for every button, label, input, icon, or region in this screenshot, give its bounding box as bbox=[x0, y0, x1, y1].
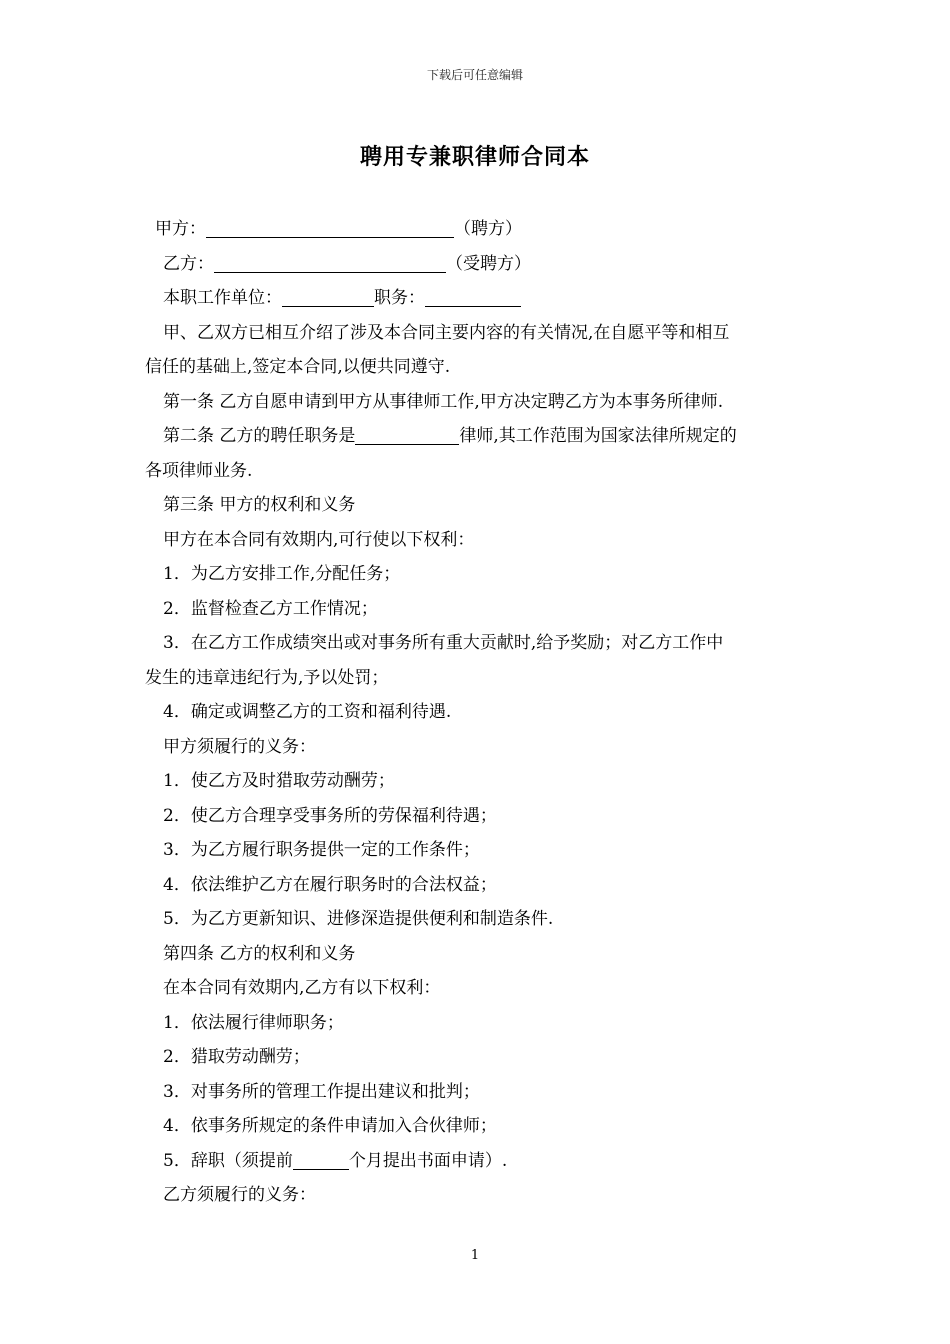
party-a-label: 甲方： bbox=[155, 219, 206, 239]
list-item: 3．为乙方履行职务提供一定的工作条件； bbox=[163, 840, 480, 860]
party-b-label: 乙方： bbox=[163, 253, 214, 274]
list-item: 2．使乙方合理享受事务所的劳保福利待遇； bbox=[163, 805, 497, 826]
article-4-heading: 第四条 乙方的权利和义务 bbox=[163, 943, 356, 964]
article-2-pre: 第二条 乙方的聘任职务是 bbox=[163, 426, 356, 446]
article-4-rights-intro: 在本合同有效期内,乙方有以下权利： bbox=[163, 978, 441, 998]
intro-line-1: 甲、乙双方已相互介绍了涉及本合同主要内容的有关情况,在自愿平等和相互 bbox=[163, 322, 730, 343]
list-item: 1．为乙方安排工作,分配任务； bbox=[163, 564, 401, 584]
list-item: 1．使乙方及时猎取劳动酬劳； bbox=[163, 771, 395, 791]
article-3-heading: 第三条 甲方的权利和义务 bbox=[163, 495, 356, 515]
list-item: 2．监督检查乙方工作情况； bbox=[163, 598, 378, 619]
document-title: 聘用专兼职律师合同本 bbox=[359, 144, 590, 170]
article-3-rights-intro: 甲方在本合同有效期内,可行使以下权利： bbox=[163, 529, 475, 550]
intro-line-2: 信任的基础上,签定本合同,以便共同遵守. bbox=[145, 357, 451, 377]
position-blank[interactable] bbox=[425, 286, 521, 307]
list-item: 3．对事务所的管理工作提出建议和批判； bbox=[163, 1081, 480, 1102]
party-b-suffix: （受聘方） bbox=[446, 253, 531, 274]
resign-post: 个月提出书面申请）. bbox=[348, 1150, 508, 1171]
list-item: 4．依法维护乙方在履行职务时的合法权益； bbox=[163, 874, 497, 895]
party-b-blank[interactable] bbox=[214, 252, 446, 273]
party-a-suffix: （聘方） bbox=[454, 219, 522, 239]
resign-pre: 5．辞职（须提前 bbox=[163, 1150, 293, 1171]
list-item: 4．确定或调整乙方的工资和福利待遇. bbox=[163, 702, 452, 722]
page-number: 1 bbox=[470, 1248, 480, 1263]
resign-months-blank[interactable] bbox=[293, 1149, 349, 1170]
article-2-post: 律师,其工作范围为国家法律所规定的 bbox=[459, 426, 737, 446]
party-a-line bbox=[145, 212, 810, 247]
list-item-continued: 发生的违章违纪行为,予以处罚； bbox=[145, 667, 389, 688]
article-1: 第一条 乙方自愿申请到甲方从事律师工作,甲方决定聘乙方为本事务所律师. bbox=[163, 391, 724, 412]
page-header-note: 下载后可任意编辑 bbox=[426, 68, 523, 82]
unit-position-line bbox=[145, 281, 810, 316]
list-item: 5．为乙方更新知识、进修深造提供便利和制造条件. bbox=[163, 909, 554, 929]
list-item: 3．在乙方工作成绩突出或对事务所有重大贡献时,给予奖励；对乙方工作中 bbox=[163, 633, 724, 653]
unit-label: 本职工作单位： bbox=[163, 288, 282, 308]
party-a-blank[interactable] bbox=[206, 217, 454, 238]
position-label: 职务： bbox=[374, 288, 425, 308]
article-2-line-2: 各项律师业务. bbox=[145, 460, 253, 481]
list-item bbox=[145, 1144, 810, 1179]
article-4-duties-intro: 乙方须履行的义务： bbox=[163, 1185, 316, 1205]
party-b-line bbox=[145, 247, 810, 282]
unit-blank[interactable] bbox=[282, 286, 374, 307]
article-2-blank[interactable] bbox=[355, 424, 459, 445]
list-item: 2．猎取劳动酬劳； bbox=[163, 1047, 310, 1067]
article-2-line-1 bbox=[145, 419, 810, 454]
contract-body bbox=[145, 212, 810, 1213]
article-3-duties-intro: 甲方须履行的义务： bbox=[163, 736, 316, 757]
list-item: 4．依事务所规定的条件申请加入合伙律师； bbox=[163, 1116, 497, 1136]
list-item: 1．依法履行律师职务； bbox=[163, 1012, 344, 1033]
